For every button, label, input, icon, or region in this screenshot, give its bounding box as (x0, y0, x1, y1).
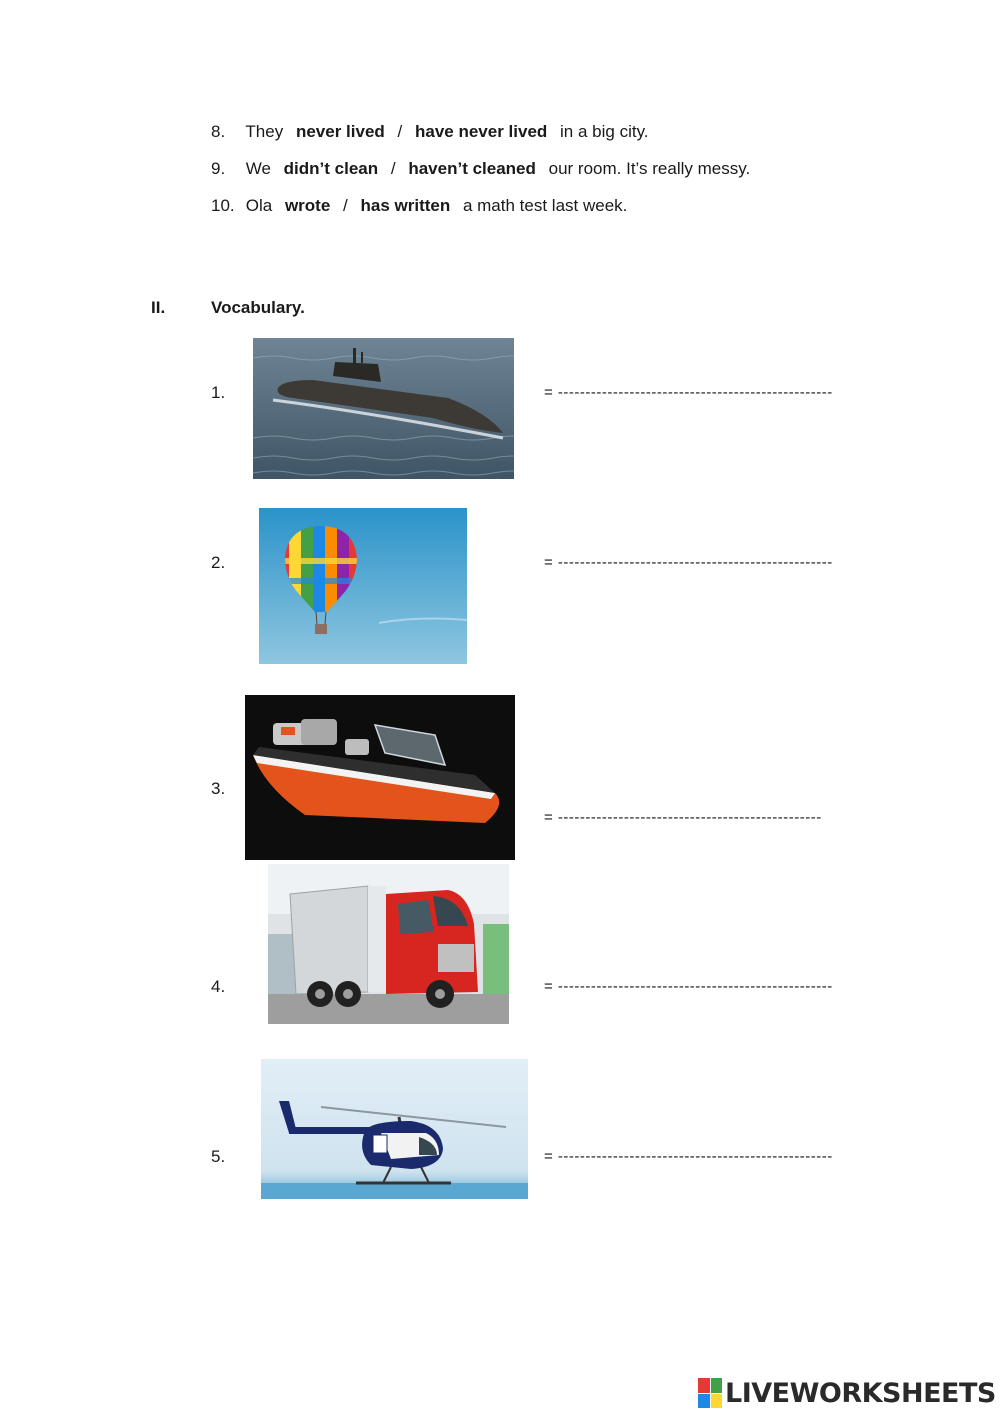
section-title: Vocabulary. (211, 298, 305, 317)
answer-blank-5[interactable]: = -------------------------------------------------- (544, 1148, 833, 1165)
truck-image (268, 864, 509, 1024)
logo-square-green (711, 1378, 723, 1393)
vocab-number-1: 1. (211, 383, 226, 402)
item-text-before: They (245, 122, 284, 141)
answer-blank-1[interactable]: = -------------------------------------------------- (544, 384, 833, 401)
exercise-item-8 (211, 122, 649, 142)
item-text-after: our room. It’s really messy. (548, 159, 751, 178)
item-text-before: We (245, 159, 271, 178)
vocab-number-4: 4. (211, 977, 226, 996)
option-2[interactable]: have never lived (414, 122, 548, 141)
liveworksheets-logo (698, 1376, 996, 1410)
vocab-number-3: 3. (211, 779, 226, 798)
vocab-number-2: 2. (211, 553, 226, 572)
item-number: 9. (211, 159, 226, 178)
helicopter-image (261, 1059, 528, 1199)
logo-square-yellow (711, 1394, 723, 1409)
option-1[interactable]: didn’t clean (283, 159, 379, 178)
logo-square-red (698, 1378, 710, 1393)
option-separator: / (397, 122, 403, 141)
item-number: 8. (211, 122, 226, 141)
answer-blank-2[interactable]: = -------------------------------------------------- (544, 554, 833, 571)
option-1[interactable]: wrote (284, 196, 331, 215)
exercise-item-10 (211, 196, 627, 216)
answer-blank-4[interactable]: = -------------------------------------------------- (544, 978, 833, 995)
item-text-after: in a big city. (560, 122, 649, 141)
submarine-image (253, 338, 514, 479)
logo-square-blue (698, 1394, 710, 1409)
option-separator: / (343, 196, 348, 215)
option-separator: / (390, 159, 396, 178)
logo-icon (698, 1378, 722, 1408)
section-number: II. (151, 298, 166, 317)
vocab-number-5: 5. (211, 1147, 226, 1166)
exercise-item-9 (211, 159, 750, 179)
option-2[interactable]: haven’t cleaned (408, 159, 536, 178)
item-text-before: Ola (245, 196, 273, 215)
logo-text: LIVEWORKSHEETS (725, 1377, 996, 1409)
motorboat-image (245, 695, 515, 860)
option-1[interactable]: never lived (295, 122, 385, 141)
item-text-after: a math test last week. (462, 196, 628, 215)
hot-air-balloon-image (259, 508, 467, 664)
item-number: 10. (211, 196, 235, 215)
option-2[interactable]: has written (360, 196, 451, 215)
answer-blank-3[interactable]: = ------------------------------------------------ (544, 809, 822, 826)
